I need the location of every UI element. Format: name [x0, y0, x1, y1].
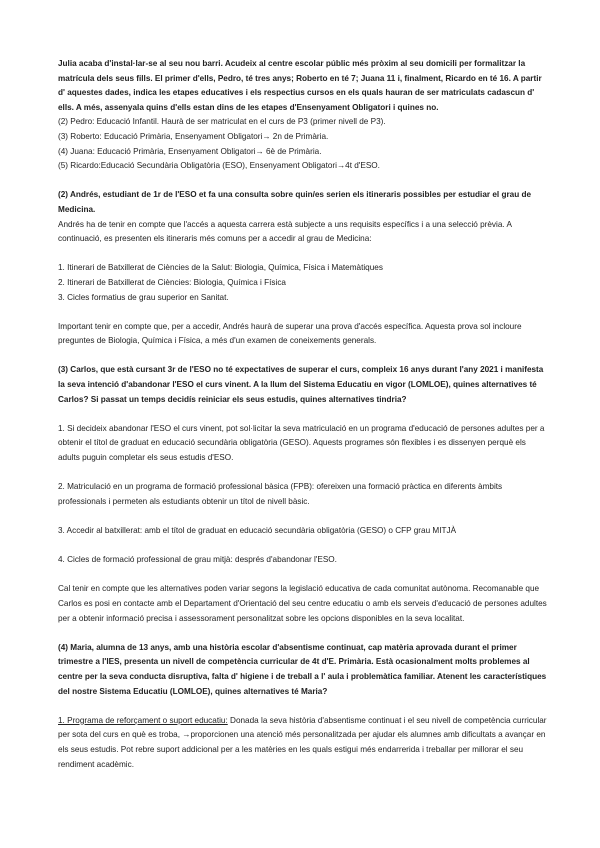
section-2-item: 3. Cicles formatius de grau superior en Sanitat. [58, 292, 229, 302]
spacer [58, 305, 548, 320]
section-1-item: (4) Juana: Educació Primària, Ensenyament Obligatori→ 6è de Primària. [58, 146, 322, 156]
spacer [58, 349, 548, 364]
section-3-question: (3) Carlos, que està cursant 3r de l'ESO no té expectatives de superar el curs, compleix 16 anys durant l'any 2021 i manifesta la seva intenció d'abandonar l'ESO el curs vinent. A la llum del Sistema Educatiu en vigor (LOMLOE), quines alternatives té Carlos? Si passat un temps decidís reiniciar els seus estudis, quines alternatives tindria? [58, 365, 544, 404]
section-3-alternative: 1. Si decideix abandonar l'ESO el curs vinent, pot sol·licitar la seva matriculació en un programa d'educació de persones adultes per a obtenir el títol de graduat en educació secundària obligatòria (GESO). Aquests programes són flexibles i es dissenyen perquè els adults puguin completar els seus estudis d'ESO. [58, 423, 545, 463]
section-1-item: (2) Pedro: Educació Infantil. Haurà de ser matriculat en el curs de P3 (primer nivell de P3). [58, 117, 386, 127]
section-4-alternative-text: Donada la seva història d'absentisme continuat i el seu nivell de competència curricular per sota del curs en què es troba, →proporcionen una atenció més personalitzada per ajudar els alumnes amb dificultats a avançar en els seus estudis. Pot rebre suport addicional per a les matèries en les quals estigui més endarrerida i treballar per millorar el seu rendiment acadèmic. [58, 715, 547, 769]
section-2-intro: Andrés ha de tenir en compte que l'accés a aquesta carrera està subjecte a uns requisits específics i a una selecció prèvia. A continuació, es presenten els itineraris més comuns per a accedir al grau de Medicina: [58, 219, 512, 244]
section-3-alternative: 3. Accedir al batxillerat: amb el títol de graduat en educació secundària obligatòria (GESO) o CFP grau MITJÀ [58, 526, 457, 535]
spacer [58, 407, 548, 422]
spacer [58, 539, 548, 554]
section-3-note: Cal tenir en compte que les alternatives poden variar segons la legislació educativa de cada comunitat autònoma. Recomanable que Carlos es posi en contacte amb el Departament d'Orientació del seu centre educatiu o amb els serveis d'educació de persones adultes per a obtenir informació precisa i assessorament personalitzat sobre les opcions disponibles en la seva localitat. [58, 584, 547, 623]
spacer [58, 568, 548, 583]
section-1-intro: Julia acaba d'instal·lar-se al seu nou barri. Acudeix al centre escolar públic més pròxim al seu domicili per formalitzar la matrícula dels seus fills. El primer d'ells, Pedro, té tres anys; Roberto en té 7; Juana 11 i, finalment, Ricardo en té 16. A partir d' aquestes dades, indica les etapes educatives i els respectius cursos en els quals hauran de ser matriculats cadascun d' ells. A més, assenyala quins d'ells estan dins de les etapes d'Ensenyament Obligatori i quines no. [58, 59, 542, 112]
spacer [58, 509, 548, 524]
spacer [58, 699, 548, 714]
section-1-item: (5) Ricardo:Educació Secundària Obligatòria (ESO), Ensenyament Obligatori→4t d'ESO. [58, 161, 380, 171]
document-page [58, 57, 548, 772]
section-2-question: (2) Andrés, estudiant de 1r de l'ESO et fa una consulta sobre quin/es serien els itineraris possibles per estudiar el grau de Medicina. [58, 190, 532, 214]
section-2-item: 2. Itinerari de Batxillerat de Ciències: Biologia, Química i Física [58, 277, 286, 287]
section-4-alternative-title: 1. Programa de reforçament o suport educatiu: [58, 715, 228, 725]
section-2-item: 1. Itinerari de Batxillerat de Ciències de la Salut: Biologia, Química, Física i Matemàtiques [58, 263, 383, 273]
spacer [58, 174, 548, 189]
spacer [58, 247, 548, 262]
spacer [58, 626, 548, 641]
section-2-note: Important tenir en compte que, per a accedir, Andrés haurà de superar una prova d'accés específica. Aquesta prova sol incloure preguntes de Biologia, Química i Física, a més d'un examen de coneixements generals. [58, 321, 522, 346]
section-3-alternative: 4. Cicles de formació professional de grau mitjà: després d'abandonar l'ESO. [58, 555, 337, 565]
section-1-item: (3) Roberto: Educació Primària, Ensenyament Obligatori→ 2n de Primària. [58, 131, 329, 141]
section-4-question: (4) Maria, alumna de 13 anys, amb una història escolar d'absentisme continuat, cap matèria aprovada durant el primer trimestre a l'IES, presenta un nivell de competència curricular de 4t d'E. Primària. Està ocasionalment molts problemes al centre per la seva conducta disruptiva, falta d' higiene i de treball a l' aula i problemàtica familiar. Atenent les característiques del nostre Sistema Educatiu (LOMLOE), quines alternatives té Maria? [58, 642, 547, 696]
section-4-alternative [58, 714, 548, 772]
spacer [58, 466, 548, 481]
section-3-alternative: 2. Matriculació en un programa de formació professional bàsica (FPB): ofereixen una formació pràctica en diferents àmbits professionals i permeten als estudiants obtenir un títol de nivell bàsic. [58, 482, 503, 506]
